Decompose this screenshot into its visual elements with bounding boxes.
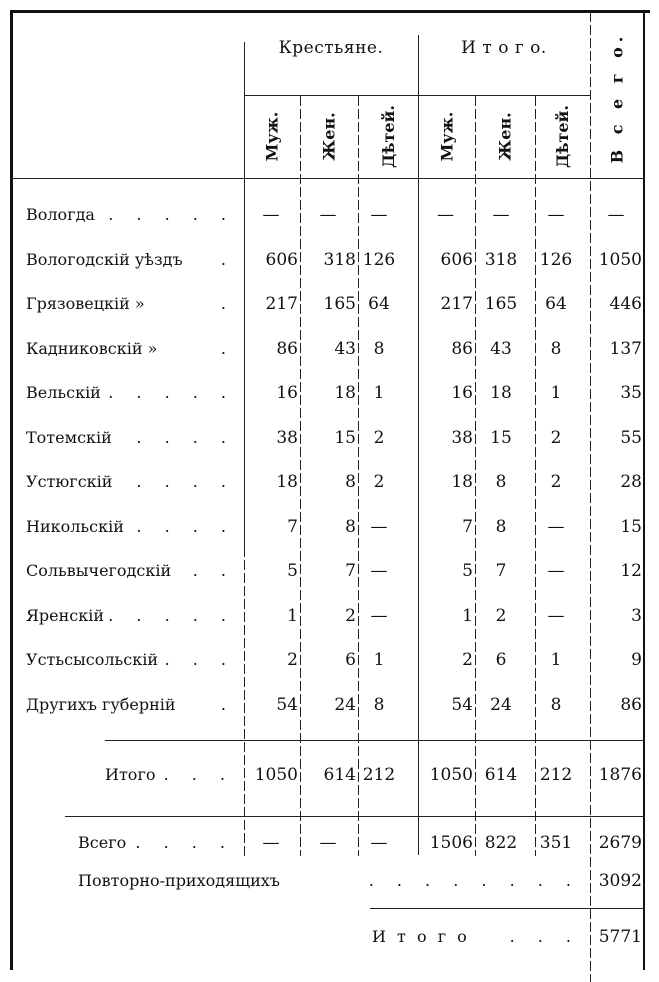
table-cell: 446 — [609, 294, 642, 314]
column-header-grand-total: В с е г о. — [607, 31, 627, 164]
table-cell: 318 — [484, 249, 518, 270]
vsego-top-divider — [65, 816, 643, 817]
table-cell: 7 — [287, 516, 298, 537]
table-cell: 18 — [451, 472, 473, 492]
row-label: Устюгскій . . . . — [26, 472, 235, 491]
table-cell: 16 — [451, 383, 473, 403]
table-cell: 318 — [323, 249, 356, 270]
table-cell: 7 — [345, 561, 356, 581]
table-cell: 35 — [620, 383, 642, 403]
table-cell: 16 — [276, 383, 298, 403]
table-cell: — — [370, 516, 388, 537]
itogo-row: Итого . . . 1050 614 212 1050 614 212 1876 — [105, 765, 642, 785]
table-cell: 18 — [490, 383, 512, 403]
table-cell: — — [547, 561, 565, 581]
row-label: Грязовецкій » . — [26, 294, 235, 313]
table-cell: 2 — [495, 605, 507, 626]
table-cell: 1 — [550, 650, 562, 670]
table-cell: — — [319, 205, 337, 225]
table-cell: 5 — [462, 561, 473, 581]
final-total-row: И т о г о . . . 5771 — [372, 927, 642, 947]
table-cell: 86 — [451, 338, 473, 359]
table-cell: 1050 — [598, 249, 642, 270]
table-cell: 1 — [287, 605, 298, 626]
table-cell: — — [437, 205, 454, 225]
table-cell: 217 — [265, 294, 298, 314]
table-cell: 2 — [550, 472, 562, 492]
col-header-peasant-children: Дѣтей. — [378, 104, 398, 168]
table-cell: 6 — [345, 650, 356, 670]
table-cell: — — [547, 605, 565, 626]
table-cell: 9 — [631, 650, 642, 670]
table-row — [0, 378, 659, 408]
table-cell: 38 — [451, 427, 473, 448]
row-label: Устьсысольскій . . . — [26, 650, 235, 669]
table-cell: 7 — [495, 561, 507, 581]
table-row — [0, 690, 659, 720]
table-cell: 6 — [495, 650, 507, 670]
table-cell: 5 — [287, 561, 298, 581]
table-cell: 126 — [539, 249, 573, 270]
table-row — [0, 423, 659, 453]
table-cell: 1 — [462, 605, 473, 626]
table-row — [0, 556, 659, 586]
table-row — [0, 467, 659, 497]
table-cell: — — [607, 205, 625, 225]
row-label: Кадниковскій » . — [26, 338, 235, 358]
col-header-total-children: Дѣтей. — [553, 104, 573, 168]
group-header-total: И т о г о. — [461, 38, 547, 58]
table-cell: 18 — [334, 383, 356, 403]
table-row — [0, 645, 659, 675]
table-cell: 2 — [345, 605, 356, 626]
table-cell: 64 — [368, 294, 390, 314]
table-cell: — — [492, 205, 510, 225]
table-cell: 8 — [373, 338, 385, 359]
table-cell: — — [370, 561, 388, 581]
table-cell: 126 — [362, 249, 396, 270]
table-cell: 8 — [495, 516, 507, 537]
table-cell: 8 — [345, 472, 356, 492]
table-row — [0, 289, 659, 319]
table-cell: 2 — [550, 427, 562, 448]
col-header-total-men: Муж. — [437, 111, 456, 161]
row-label: Вельскій . . . . . — [26, 383, 235, 402]
table-top-border — [10, 10, 650, 13]
group-header-peasants: Крестьяне. — [278, 38, 384, 58]
repeat-visitors-row: Повторно-приходящихъ . . . . . . . . 3092 — [78, 871, 642, 891]
table-cell: 2 — [373, 472, 385, 492]
table-cell: 3 — [631, 605, 642, 626]
table-cell: 1 — [550, 383, 562, 403]
table-cell: 2 — [287, 650, 298, 670]
table-cell: 606 — [440, 249, 473, 270]
table-cell: 165 — [323, 294, 356, 314]
table-cell: — — [262, 205, 280, 225]
row-label: Другихъ губерній . — [26, 694, 235, 714]
row-label: Вологда . . . . . — [26, 205, 235, 224]
table-cell: — — [370, 605, 388, 626]
table-cell: 15 — [620, 516, 642, 537]
table-cell: — — [547, 516, 565, 537]
table-cell: 15 — [490, 427, 512, 448]
itogo-top-divider — [105, 740, 643, 741]
table-row — [0, 601, 659, 631]
table-cell: 64 — [545, 294, 567, 314]
table-cell: 217 — [440, 294, 473, 314]
table-cell: 7 — [462, 516, 473, 537]
table-cell: 137 — [609, 338, 642, 359]
table-cell: 8 — [373, 694, 385, 715]
row-label: Тотемскій . . . . — [26, 427, 235, 447]
table-cell: 8 — [550, 338, 562, 359]
table-cell: 43 — [334, 338, 356, 359]
table-cell: 54 — [276, 694, 298, 715]
table-cell: 12 — [620, 561, 642, 581]
col-header-peasant-women: Жен. — [319, 111, 339, 161]
table-cell: 606 — [265, 249, 298, 270]
table-cell: 28 — [620, 472, 642, 492]
row-label: Вологодскій уѣздъ . — [26, 249, 235, 269]
col-header-total-women: Жен. — [495, 111, 515, 161]
table-cell: 15 — [334, 427, 356, 448]
table-cell: 86 — [620, 694, 642, 715]
table-cell: 43 — [490, 338, 512, 359]
row-label: Сольвычегодскій . . — [26, 561, 235, 580]
col-header-peasant-men: Муж. — [262, 111, 282, 161]
table-cell: 54 — [451, 694, 473, 715]
table-cell: 1 — [373, 650, 385, 670]
final-top-divider — [370, 908, 643, 909]
table-cell: 1 — [373, 383, 385, 403]
table-cell: 55 — [620, 427, 642, 448]
row-label: Никольскій . . . . — [26, 516, 235, 536]
table-cell: 2 — [373, 427, 385, 448]
vsego-row: Всего . . . . — — — 1506 822 351 2679 — [78, 833, 642, 853]
table-cell: 8 — [345, 516, 356, 537]
table-cell: 24 — [334, 694, 356, 715]
table-cell: 86 — [276, 338, 298, 359]
table-cell: 38 — [276, 427, 298, 448]
table-cell: 165 — [484, 294, 518, 314]
header-bottom-divider — [10, 178, 643, 179]
table-cell: 18 — [276, 472, 298, 492]
table-row — [0, 200, 659, 230]
table-row — [0, 245, 659, 275]
table-cell: 8 — [550, 694, 562, 715]
table-row — [0, 334, 659, 364]
table-cell: 2 — [462, 650, 473, 670]
table-row — [0, 512, 659, 542]
row-label: Яренскій . . . . . — [26, 605, 235, 625]
table-cell: 8 — [495, 472, 507, 492]
table-cell: — — [547, 205, 565, 225]
table-cell: 24 — [490, 694, 512, 715]
table-cell: — — [370, 205, 388, 225]
